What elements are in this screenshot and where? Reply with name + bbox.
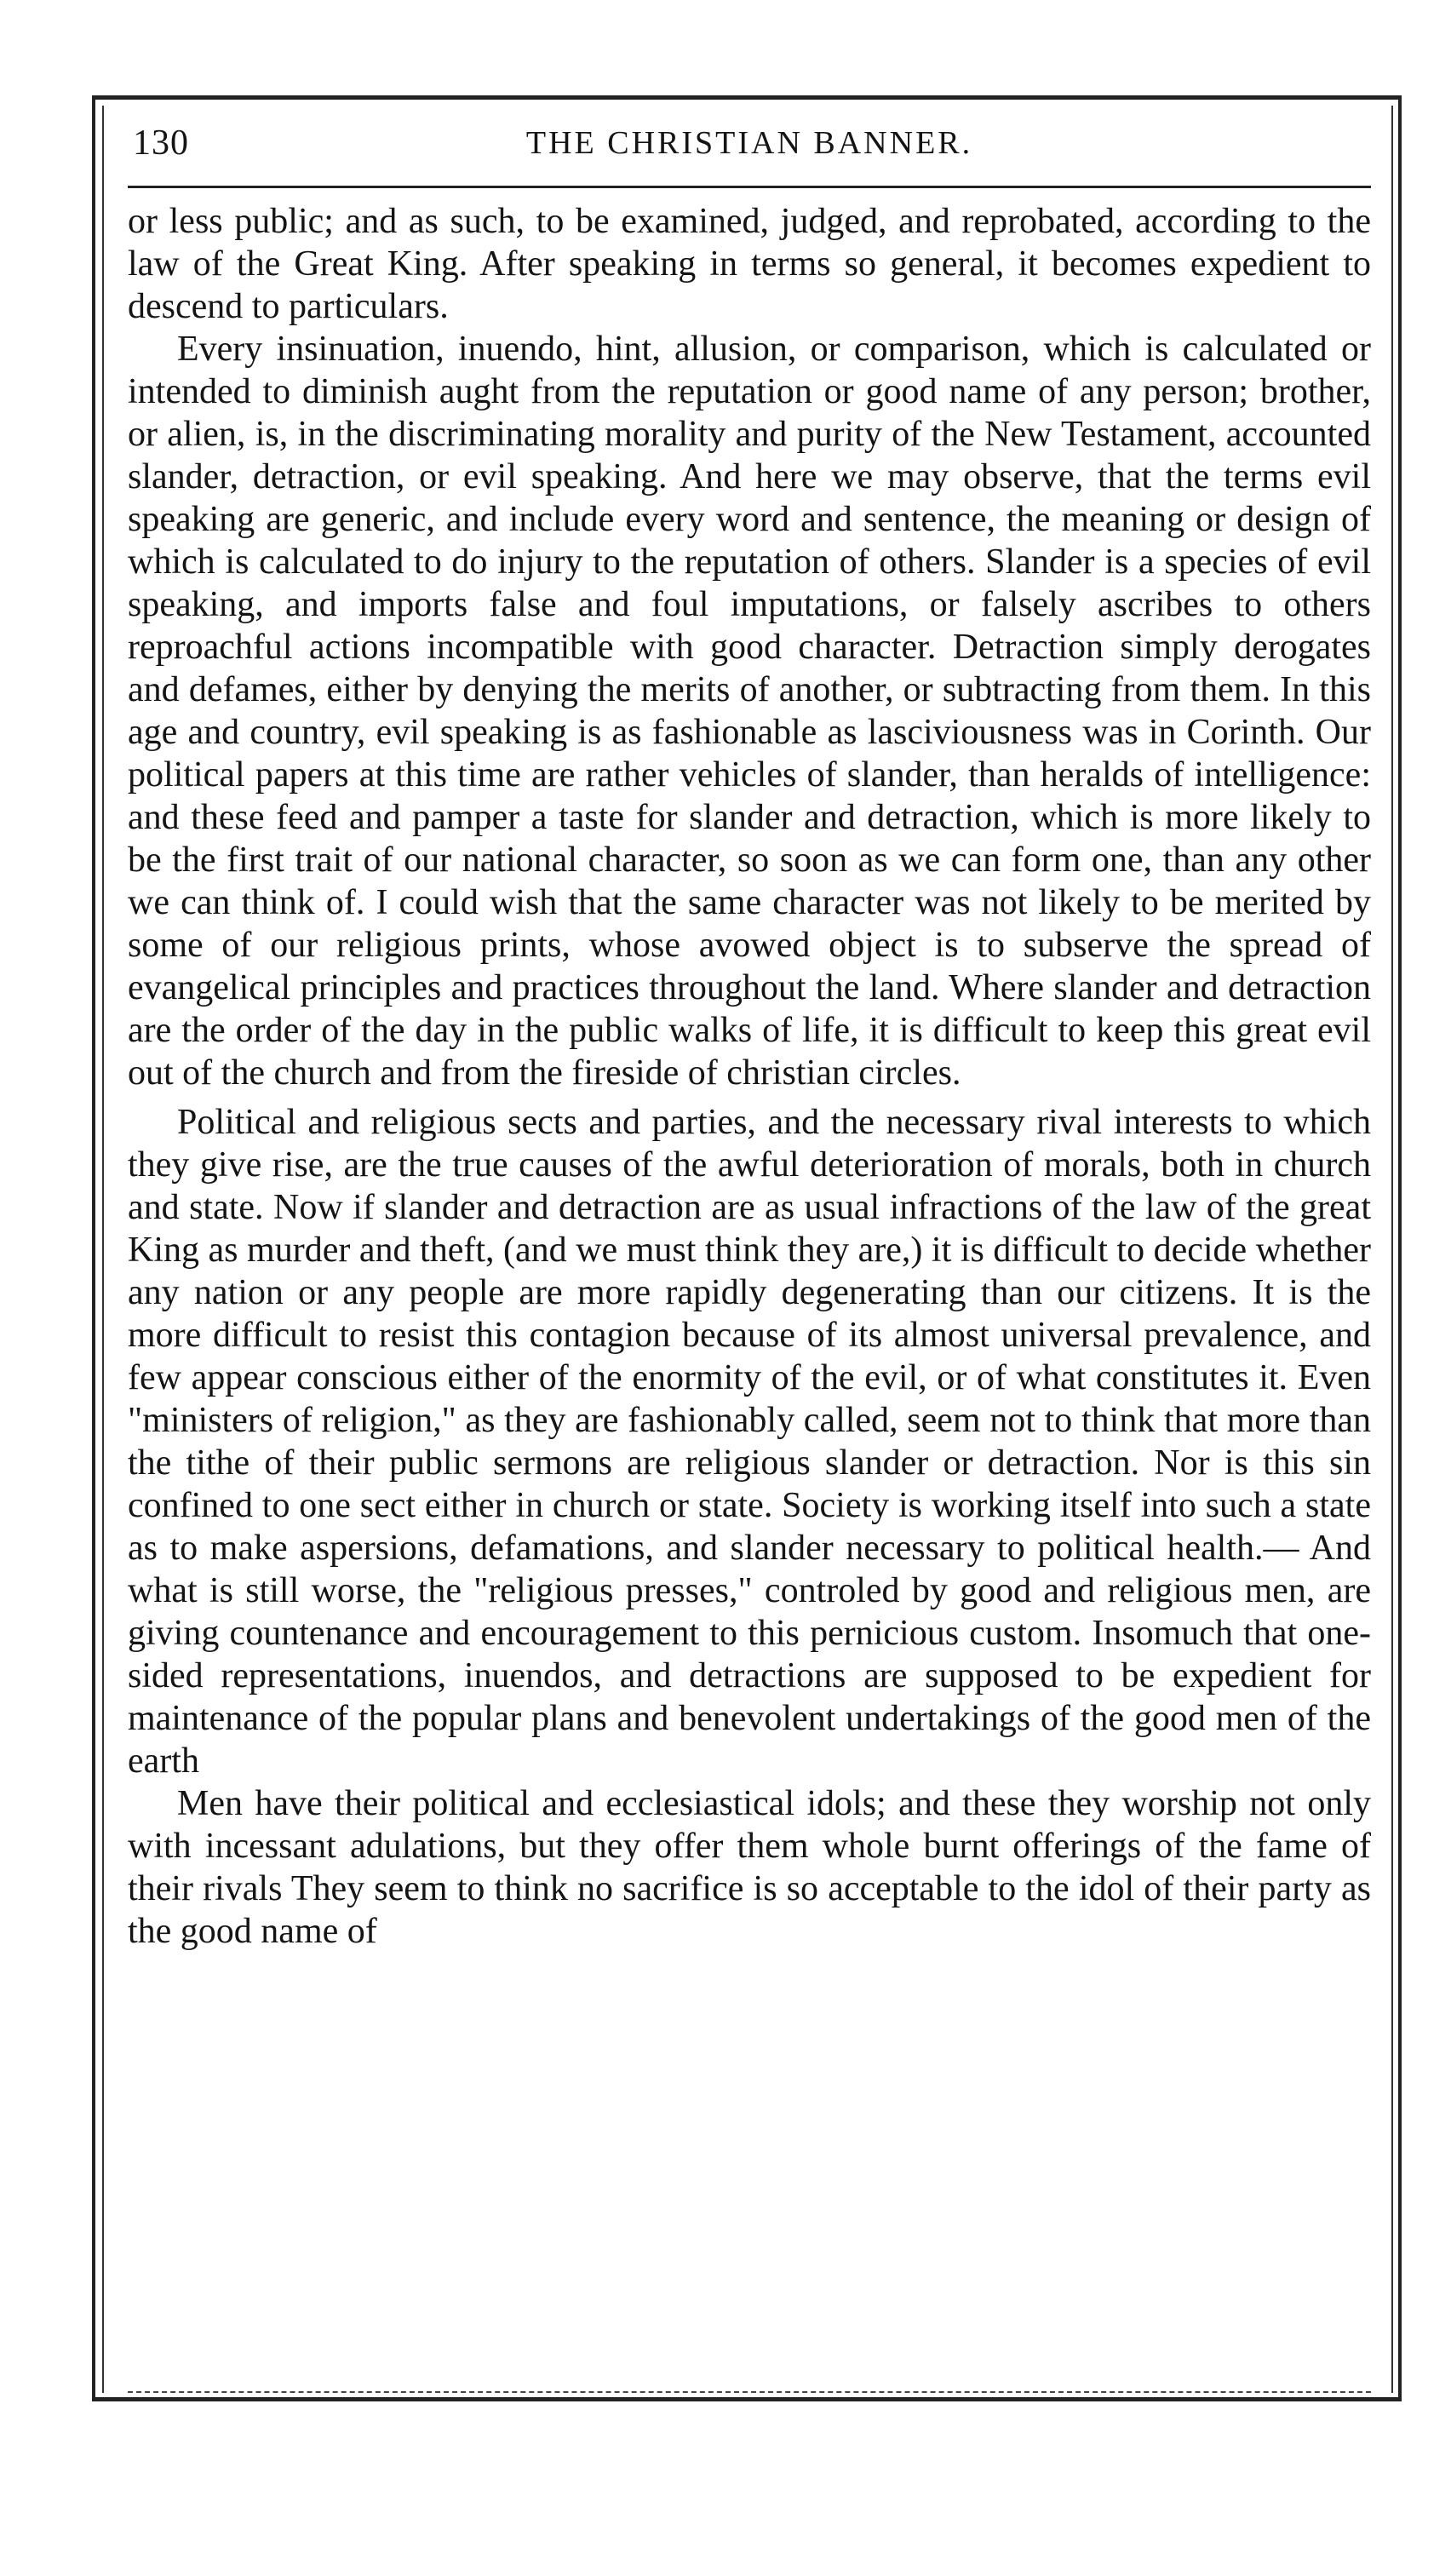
paragraph-idols: Men have their political and ecclesiastical idols; and these they worship not only with incessant adulations, but they offer them whole burnt offerings of the fame of their rivals They seem to think no sacrifice is so acceptable to the idol of their party as the good name of — [128, 1784, 1371, 1951]
running-head — [128, 119, 1371, 188]
article-body — [128, 200, 1371, 1953]
bottom-rule — [128, 2391, 1371, 2393]
journal-title: THE CHRISTIAN BANNER. — [525, 125, 973, 161]
page-number: 130 — [133, 123, 189, 163]
paragraph-continued: or less public; and as such, to be examined, judged, and reprobated, according to the law of the Great King. After speaking in terms so general, it becomes expedient to descend to particulars. — [128, 202, 1371, 326]
paragraph-political-sects: Political and religious sects and parties, and the necessary rival interests to which they give rise, are the true causes of the awful deterioration of morals, both in church and state. Now if slander and detraction are as usual infractions of the law of the great King as murder and theft, (and we must think they are,) it is difficult to decide whether any nation or any people are more rapidly degenerating than our citizens. It is the more difficult to resist this contagion because of its almost universal prevalence, and few appear conscious either of the enormity of the evil, or of what constitutes it. Even "ministers of religion," as they are fashionably called, seem not to think that more than the tithe of their public sermons are religious slander or detraction. Nor is this sin confined to one sect either in church or state. Society is working itself into such a state as to make aspersions, defamations, and slander necessary to political health.— And what is still worse, the "religious presses," controled by good and religious men, are giving countenance and encouragement to this pernicious custom. Insomuch that one-sided representations, inuendos, and detractions are supposed to be expedient for maintenance of the popular plans and benevolent undertakings of the good men of the earth — [128, 1103, 1371, 1781]
paragraph-evil-speaking: Every insinuation, inuendo, hint, allusion, or comparison, which is calculated or intended to diminish aught from the reputation or good name of any person; brother, or alien, is, in the discriminating morality and purity of the New Testament, accounted slander, detraction, or evil speaking. And here we may observe, that the terms evil speaking are generic, and include every word and sentence, the meaning or design of which is calculated to do injury to the reputation of others. Slander is a species of evil speaking, and imports false and foul imputations, or falsely ascribes to others reproachful actions incompatible with good character. Detraction simply derogates and defames, either by denying the merits of another, or subtracting from them. In this age and country, evil speaking is as fashionable as lasciviousness was in Corinth. Our political papers at this time are rather vehicles of slander, than heralds of intelligence: and these feed and pamper a taste for slander and detraction, which is more likely to be the first trait of our national character, so soon as we can form one, than any other we can think of. I could wish that the same character was not likely to be merited by some of our religious prints, whose avowed object is to subserve the spread of evangelical principles and practices throughout the land. Where slander and detraction are the order of the day in the public walks of life, it is difficult to keep this great evil out of the church and from the fireside of christian circles. — [128, 330, 1371, 1093]
page — [128, 119, 1371, 1953]
